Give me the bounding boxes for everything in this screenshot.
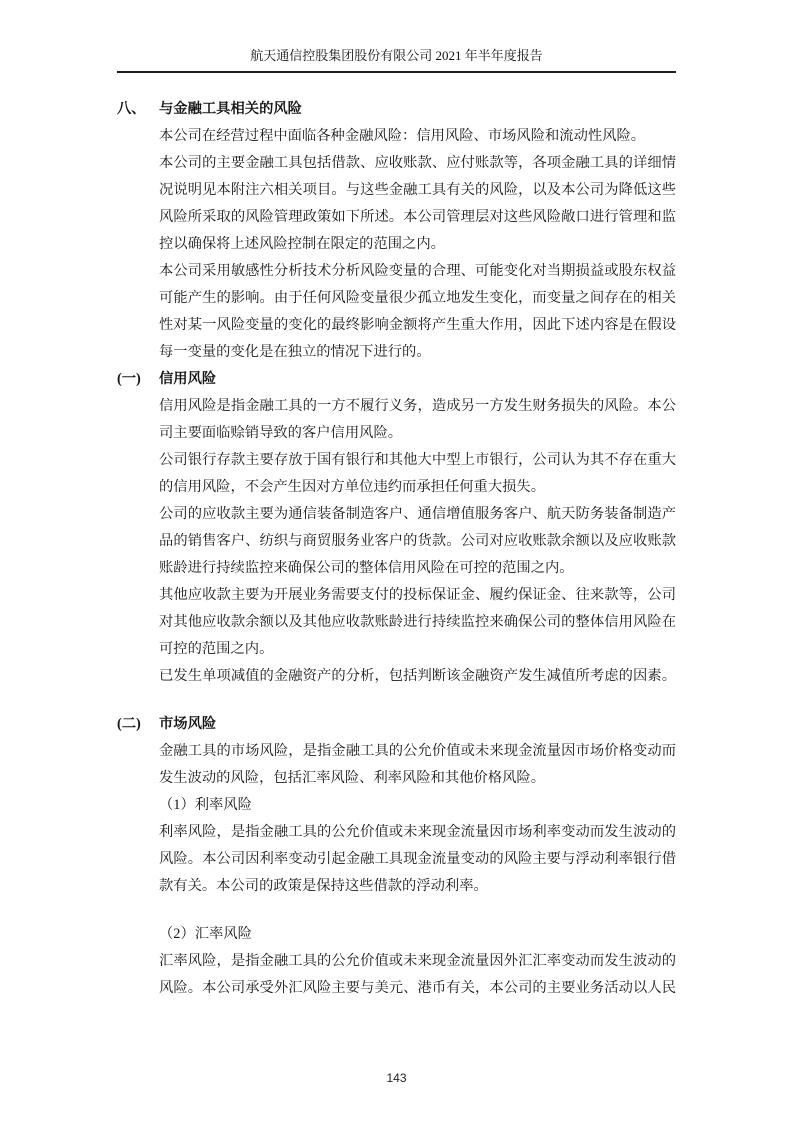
text-line: 金融工具的市场风险，是指金融工具的公允价值或未来现金流量因市场价格变动而 [159,743,676,759]
section-title: 与金融工具相关的风险 [159,101,302,117]
paragraph [159,738,676,792]
text-line: 司主要面临赊销导致的客户信用风险。 [159,425,403,441]
report-body [117,96,676,1002]
text-line: 品的销售客户、纺织与商贸服务业客户的货款。公司对应收账款余额以及应收账款 [159,533,676,549]
section-number: (二) [117,716,141,732]
header-rule [117,71,676,73]
text-line: 可控的范围之内。 [159,641,274,657]
section-title: 信用风险 [159,371,217,387]
text-line: 发生波动的风险，包括汇率风险、利率风险和其他价格风险。 [159,770,546,786]
subsection-title-line: （1）利率风险 [159,797,252,813]
text-line: 账龄进行持续监控来确保公司的整体信用风险在可控的范围之内。 [159,560,574,576]
section-number: 八、 [117,101,146,117]
text-line: 款有关。本公司的政策是保持这些借款的浮动利率。 [159,878,488,894]
text-line: 每一变量的变化是在独立的情况下进行的。 [159,344,431,360]
text-line: 风险。本公司因利率变动引起金融工具现金流量变动的风险主要与浮动利率银行借 [159,851,676,867]
text-line: 况说明见本附注六相关项目。与这些金融工具有关的风险，以及本公司为降低这些 [159,182,676,198]
text-line: 本公司采用敏感性分析技术分析风险变量的合理、可能变化对当期损益或股东权益 [159,263,676,279]
paragraph [159,948,676,1002]
section-gap [117,900,676,921]
paragraph [159,663,676,690]
text-line: 本公司在经营过程中面临各种金融风险：信用风险、市场风险和流动性风险。 [159,128,646,144]
text-line: 对其他应收款余额以及其他应收款账龄进行持续监控来确保公司的整体信用风险在 [159,614,676,630]
text-line: 信用风险是指金融工具的一方不履行义务，造成另一方发生财务损失的风险。本公 [159,398,676,414]
page-number: 143 [386,1071,407,1085]
text-line: 可能产生的影响。由于任何风险变量很少孤立地发生变化，而变量之间存在的相关 [159,290,676,306]
text-line: 本公司的主要金融工具包括借款、应收账款、应付账款等，各项金融工具的详细情 [159,155,676,171]
text-line: 风险所采取的风险管理政策如下所述。本公司管理层对这些风险敞口进行管理和监 [159,209,676,225]
section-gap [117,690,676,711]
paragraph [159,258,676,366]
paragraph [159,921,676,948]
section-title: 市场风险 [159,716,217,732]
paragraph [159,123,676,150]
text-line: 控以确保将上述风险控制在限定的范围之内。 [159,236,445,252]
text-line: 已发生单项减值的金融资产的分析，包括判断该金融资产发生减值所考虑的因素。 [159,668,676,684]
paragraph [159,501,676,582]
paragraph [159,150,676,258]
text-line: 风险。本公司承受外汇风险主要与美元、港币有关，本公司的主要业务活动以人民 [159,980,676,996]
paragraph [159,819,676,900]
page-header-title: 航天通信控股集团股份有限公司 2021 年半年度报告 [250,48,543,63]
text-line: 公司的应收款主要为通信装备制造客户、通信增值服务客户、航天防务装备制造产 [159,506,676,522]
section-heading [117,711,676,738]
paragraph [159,792,676,819]
text-line: 公司银行存款主要存放于国有银行和其他大中型上市银行，公司认为其不存在重大 [159,452,676,468]
paragraph [159,447,676,501]
text-line: 性对某一风险变量的变化的最终影响金额将产生重大作用，因此下述内容是在假设 [159,317,676,333]
text-line: 利率风险，是指金融工具的公允价值或未来现金流量因市场利率变动而发生波动的 [159,824,676,840]
section-heading [117,96,676,123]
text-line: 其他应收款主要为开展业务需要支付的投标保证金、履约保证金、往来款等，公司 [159,587,676,603]
subsection-title-line: （2）汇率风险 [159,926,252,942]
text-line: 汇率风险，是指金融工具的公允价值或未来现金流量因外汇汇率变动而发生波动的 [159,953,676,969]
paragraph [159,582,676,663]
section-heading [117,366,676,393]
section-number: (一) [117,371,141,387]
text-line: 的信用风险，不会产生因对方单位违约而承担任何重大损失。 [159,479,546,495]
paragraph [159,393,676,447]
